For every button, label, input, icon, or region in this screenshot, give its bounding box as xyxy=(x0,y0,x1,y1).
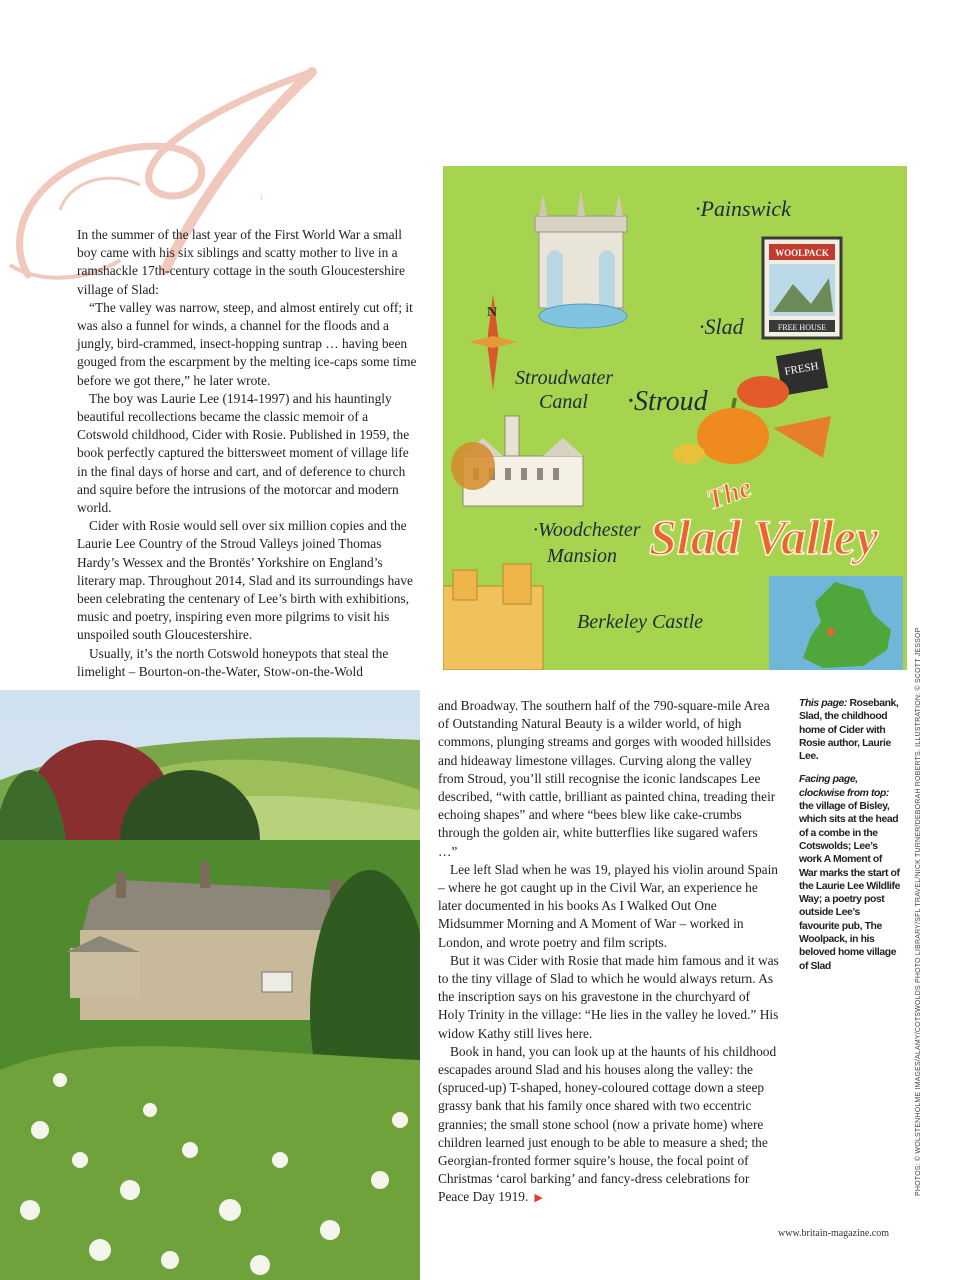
map-label-painswick: ·Painswick xyxy=(695,196,791,221)
map-label-stroud: ·Stroud xyxy=(627,386,708,417)
map-label-woodchester: ·Woodchester xyxy=(533,519,641,541)
paragraph: In the summer of the last year of the First World War a small boy came with his six siblings and scatty mother to live in a ramshackle 17th-century cottage in the south Gloucestershire village of Slad: xyxy=(77,227,405,297)
map-title-the: The xyxy=(702,472,756,517)
woolpack-pub-sign xyxy=(763,238,841,338)
slad-valley-map xyxy=(443,166,907,670)
article-column-left xyxy=(77,226,417,681)
paragraph: and Broadway. The southern half of the 790-square-mile Area of Outstanding Natural Beauty is a wilder world, of high commons, plunging streams and gorges with wooded hillsides and hideaway limestone villages. Curving along the valley from Stroud, you’ll still recognise the iconic landscapes Lee described, “with cattle, brilliant as painted china, treading their echoing shapes” and where “bees blew like cake-crumbs through the golden air, white butterflies like sugared wafers …” xyxy=(438,698,776,859)
paragraph: Cider with Rosie would sell over six million copies and the Laurie Lee Country of the Stroud Valleys joined Thomas Hardy’s Wessex and the Brontës’ Yorkshire on England’s literary map. Throughout 2014, Slad and its surroundings have been celebrating the centenary of Lee’s birth with exhibitions, music and poetry, inspiring even more pilgrims to visit his unspoiled south Gloucestershire. xyxy=(77,518,413,643)
map-label-slad: ·Slad xyxy=(699,314,744,339)
article-column-right xyxy=(438,697,780,1208)
paragraph: “The valley was narrow, steep, and almost entirely cut off; it was also a funnel for winds, a channel for the floods and a jungly, bird-crammed, insect-hopping suntrap … having been gouged from the escarpment by the melting ice-caps some time before we got there,” he later wrote. xyxy=(77,299,417,388)
map-label-canal: Canal xyxy=(539,391,588,413)
map-title-slad-valley: Slad Valley xyxy=(649,509,879,565)
footer-url[interactable]: www.britain-magazine.com xyxy=(778,1228,889,1239)
uk-inset-map xyxy=(769,576,903,670)
map-label-stroudwater: Stroudwater xyxy=(515,367,614,389)
svg-text:I: I xyxy=(260,193,263,202)
map-label-berkeley-castle: Berkeley Castle xyxy=(577,611,704,633)
map-label-mansion: Mansion xyxy=(547,545,617,567)
svg-text:WOOLPACK: WOOLPACK xyxy=(775,248,829,258)
photo-credits: PHOTOS: © WOLSTENHOLME IMAGES/ALAMY/COTSWOLDS PHOTO LIBRARY/SFL TRAVEL/NICK TURNER/DEBORAH ROBERTS. ILLUSTRATION: © SCOTT JESSOP xyxy=(915,627,922,1196)
svg-text:N: N xyxy=(487,305,498,320)
paragraph: But it was Cider with Rosie that made him famous and it was to the tiny village of Slad to which he would always return. As the inscription says on his gravestone in the churchyard of Holy Trinity in the village: “He lies in the valley he loved.” His widow Kathy still lives here. xyxy=(438,952,779,1041)
paragraph: The boy was Laurie Lee (1914-1997) and his hauntingly beautiful recollections became the classic memoir of a Cotswold childhood, Cider with Rosie. Published in 1959, the book perfectly captured the bittersweet moment of village life in the final days of horse and cart, and of deference to church and squire before the intrusions of the motorcar and modern world. xyxy=(77,390,410,516)
rosebank-cottage-photo xyxy=(0,690,420,1280)
end-arrow-icon: ▶ xyxy=(534,1192,543,1205)
paragraph: Book in hand, you can look up at the haunts of his childhood escapades around Slad and his houses along the valley: the (spruced-up) T-shaped, honey-coloured cottage down a steep grassy bank that his family once shared with two eccentric grannies; the small stone school (now a private home) where children learned just enough to be able to measure a shed; the Georgian-fronted former squire’s house, the focal point of Christmas ‘carol barking’ and fancy-dress celebrations for Peace Day 1919. ▶ xyxy=(438,1043,777,1205)
photo-caption: This page: Rosebank, Slad, the childhood home of Cider with Rosie author, Laurie Lee. Facing page, clockwise from top: the village of Bisley, which sits at the head of a combe in the Cotswolds; Lee’s work A Moment of War marks the start of the Laurie Lee Wildlife Way; a poetry post outside Lee’s favourite pub, The Woolpack, in his beloved home village of Slad xyxy=(799,698,900,972)
svg-text:FRESH: FRESH xyxy=(783,360,820,378)
svg-text:FREE HOUSE: FREE HOUSE xyxy=(777,323,827,332)
paragraph: Lee left Slad when he was 19, played his violin around Spain – where he got caught up in the Civil War, an experience he later documented in his books As I Walked Out One Midsummer Morning and A Moment of War – worked in London, and wrote poetry and film scripts. xyxy=(438,861,778,950)
paragraph: Usually, it’s the north Cotswold honeypots that steal the limelight – Bourton-on-the-Water, Stow-on-the-Wold xyxy=(77,645,389,679)
